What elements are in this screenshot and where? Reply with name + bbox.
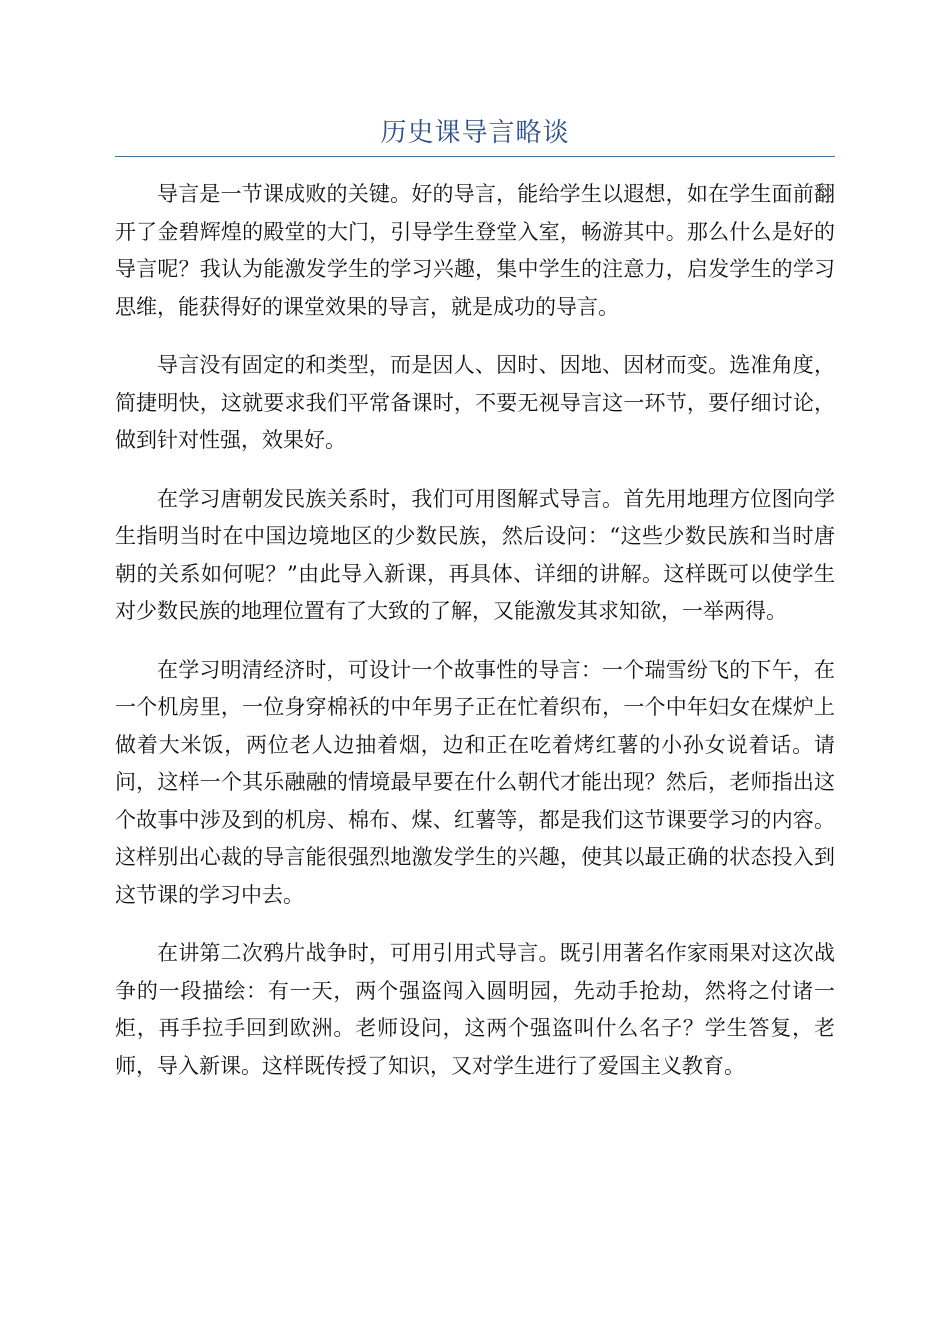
title-block	[115, 110, 835, 157]
paragraph-4: 在学习明清经济时，可设计一个故事性的导言：一个瑞雪纷飞的下午，在一个机房里，一位身穿棉袄的中年男子正在忙着织布，一个中年妇女在煤炉上做着大米饭，两位老人边抽着烟，边和正在吃着烤红薯的小孙女说着话。请问，这样一个其乐融融的情境最早要在什么朝代才能出现？然后，老师指出这个故事中涉及到的机房、棉布、煤、红薯等，都是我们这节课要学习的内容。这样别出心裁的导言能很强烈地激发学生的兴趣，使其以最正确的状态投入到这节课的学习中去。	[115, 657, 835, 907]
document-body	[115, 176, 835, 1106]
paragraph-1: 导言是一节课成败的关键。好的导言，能给学生以遐想，如在学生面前翻开了金碧辉煌的殿堂的大门，引导学生登堂入室，畅游其中。那么什么是好的导言呢？我认为能激发学生的学习兴趣，集中学生的注意力，启发学生的学习思维，能获得好的课堂效果的导言，就是成功的导言。	[115, 182, 835, 319]
paragraph-5: 在讲第二次鸦片战争时，可用引用式导言。既引用著名作家雨果对这次战争的一段描绘：有一天，两个强盗闯入圆明园，先动手抢劫，然将之付诸一炬，再手拉手回到欧洲。老师设问，这两个强盗叫什么名子？学生答复，老师，导入新课。这样既传授了知识，又对学生进行了爱国主义教育。	[115, 941, 835, 1078]
document-title: 历史课导言略谈	[380, 118, 570, 148]
paragraph-2: 导言没有固定的和类型，而是因人、因时、因地、因材而变。选准角度，简捷明快，这就要求我们平常备课时，不要无视导言这一环节，要仔细讨论，做到针对性强，效果好。	[115, 353, 835, 452]
paragraph-3: 在学习唐朝发民族关系时，我们可用图解式导言。首先用地理方位图向学生指明当时在中国边境地区的少数民族，然后设问：“这些少数民族和当时唐朝的关系如何呢？”由此导入新课，再具体、详细的讲解。这样既可以使学生对少数民族的地理位置有了大致的了解，又能激发其求知欲，一举两得。	[115, 486, 835, 623]
